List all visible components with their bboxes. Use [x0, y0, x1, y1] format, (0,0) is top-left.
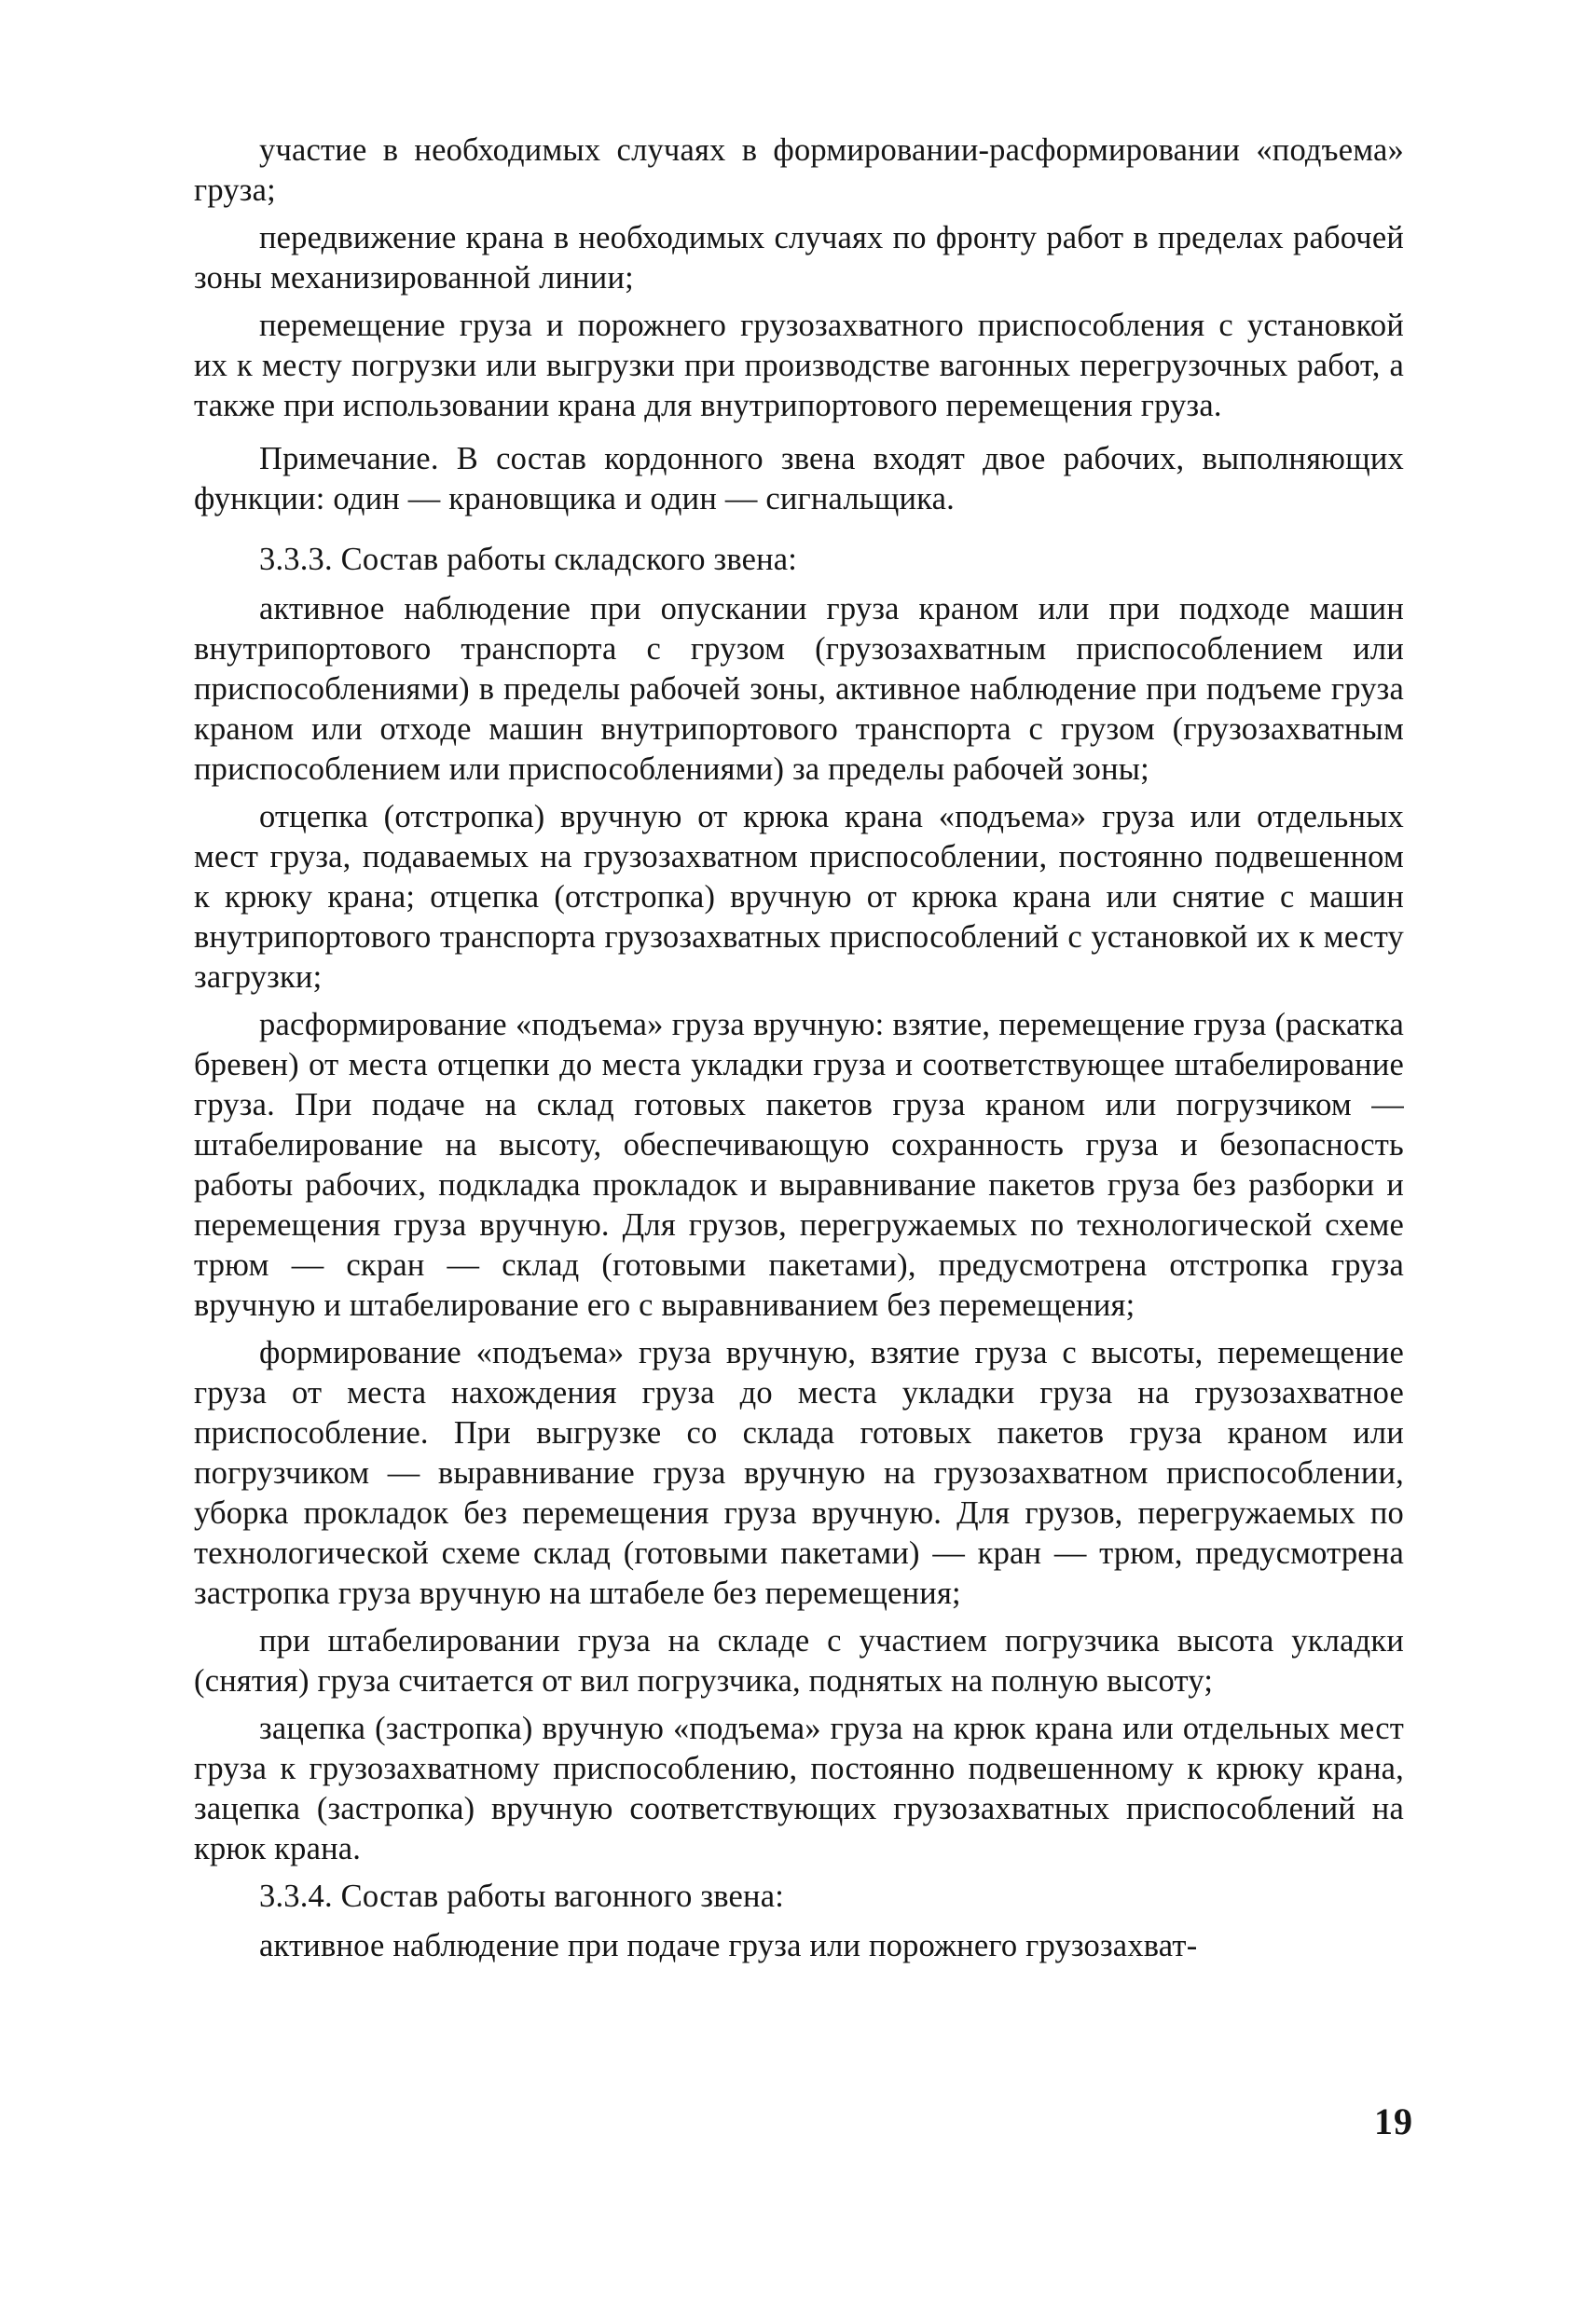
paragraph-cargo-movement: перемещение груза и порожнего грузозахватного приспособления с установкой их к месту погрузки или выгрузки при производстве вагонных перегрузочных работ, а также при использовании крана для внутрипортового перемещения груза. [194, 308, 1404, 423]
paragraph-wagon-observation: активное наблюдение при подаче груза или порожнего грузозахват- [259, 1928, 1198, 1963]
section-heading-3-3-3: 3.3.3. Состав работы складского звена: [259, 542, 798, 577]
paragraph-stacking: при штабелировании груза на складе с участием погрузчика высота укладки (снятия) груза считается от вил погрузчика, поднятых на полную высоту; [194, 1623, 1404, 1699]
paragraph-crane-movement: передвижение крана в необходимых случаях по фронту работ в пределах рабочей зоны механизированной линии; [194, 220, 1404, 296]
section-heading-3-3-4: 3.3.4. Состав работы вагонного звена: [259, 1879, 785, 1914]
paragraph-active-observation: активное наблюдение при опускании груза краном или при подходе машин внутрипортового транспорта с грузом (грузозахватным приспособлением или приспособлениями) в пределы рабочей зоны, активное наблюдение при подъеме груза краном или отходе машин внутрипортового транспорта с грузом (грузозахватным приспособлением или приспособлениями) за пределы рабочей зоны; [194, 591, 1404, 787]
page-number: 19 [1374, 2100, 1413, 2142]
document-page [194, 131, 1404, 1974]
paragraph-hooking: зацепка (застропка) вручную «подъема» груза на крюк крана или отдельных мест груза к грузозахватному приспособлению, постоянно подвешенному к крюку крана, зацепка (застропка) вручную соответствующих грузозахватных приспособлений на крюк крана. [194, 1711, 1404, 1866]
paragraph-unhooking: отцепка (отстропка) вручную от крюка крана «подъема» груза или отдельных мест груза, подаваемых на грузозахватном приспособлении, постоянно подвешенном к крюку крана; отцепка (отстропка) вручную от крюка крана или снятие с машин внутрипортового транспорта грузозахватных приспособлений с установкой их к месту загрузки; [194, 799, 1404, 995]
paragraph-forming: формирование «подъема» груза вручную, взятие груза с высоты, перемещение груза от места нахождения груза до места укладки груза на грузозахватное приспособление. При выгрузке со склада готовых пакетов груза краном или погрузчиком — выравнивание груза вручную на грузозахватном приспособлении, уборка прокладок без перемещения груза вручную. Для грузов, перегружаемых по технологической схеме склад (готовыми пакетами) — кран — трюм, предусмотрена застропка груза вручную на штабеле без перемещения; [194, 1335, 1404, 1611]
paragraph-participation: участие в необходимых случаях в формировании-расформировании «подъема» груза; [194, 132, 1404, 208]
paragraph-disbanding: расформирование «подъема» груза вручную: взятие, перемещение груза (раскатка бревен) от места отцепки до места укладки груза и соответствующее штабелирование груза. При подаче на склад готовых пакетов груза краном или погрузчиком — штабелирование на высоту, обеспечивающую сохранность груза и безопасность работы рабочих, подкладка прокладок и выравнивание пакетов груза без разборки и перемещения груза вручную. Для грузов, перегружаемых по технологической схеме трюм — скран — склад (готовыми пакетами), предусмотрена отстропка груза вручную и штабелирование его с выравниванием без перемещения; [194, 1007, 1404, 1323]
note-paragraph: Примечание. В состав кордонного звена входят двое рабочих, выполняющих функции: один — крановщика и один — сигнальщика. [194, 441, 1404, 516]
